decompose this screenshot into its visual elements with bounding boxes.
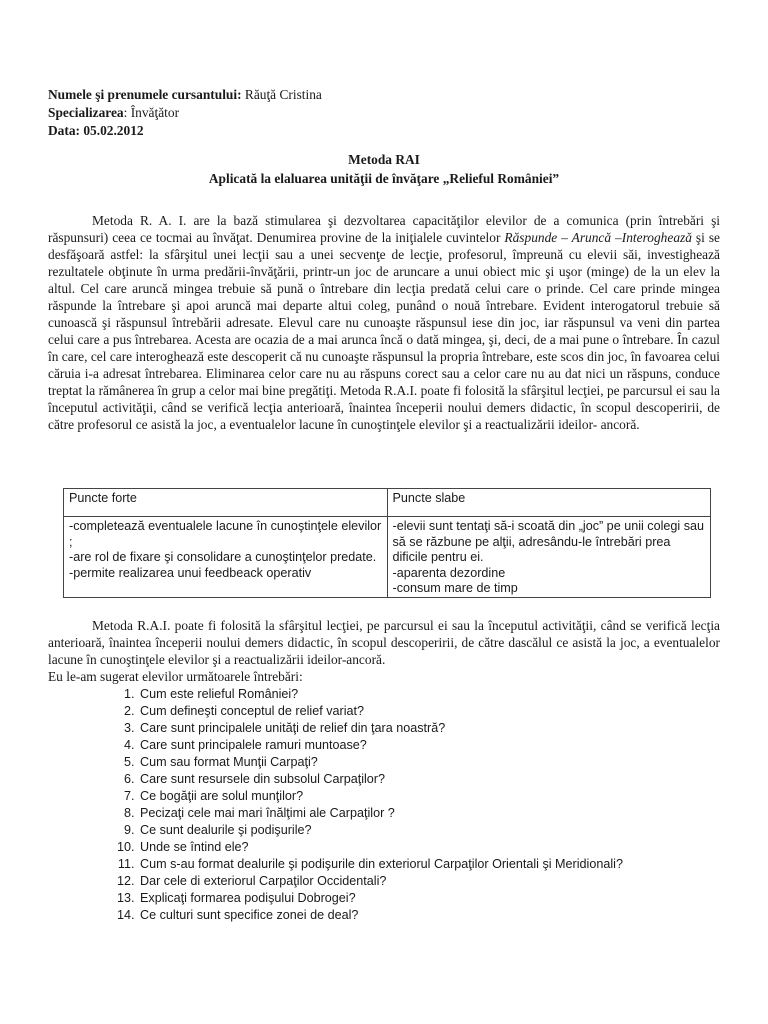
intro-text-end: şi se desfăşoară astfel: la sfârşitul unei lecţii sau a unei secvenţe de lecţie, profesorul, împreună cu elevii săi, investighează rezultatele obţinute în urma predării-învăţării, printr-un joc de aruncare a unui obiect mic şi uşor (minge) de la un elev la altul. Cel care aruncă mingea trebuie să pună o întrebare din lecţia predată celui care o prinde. Cel care prinde mingea răspunde la întrebare şi apoi aruncă mai departe altui coleg, punând o nouă întrebare. Evident interogatorul trebuie să cunoască şi răspunsul întrebării adresate. Elevul care nu cunoaşte răspunsul iese din joc, iar răspunsul va veni din partea celui care a pus întrebarea. Acesta are ocazia de a mai arunca încă o dată mingea, şi, deci, de a mai pune o întrebare. În cazul în care, cel care interoghează este descoperit că nu cunoaşte răspunsul la propria întrebare, este scos din joc, în favoarea celui căruia i-a adresat întrebarea. Eliminarea celor care nu au răspuns corect sau a celor care nu au dat nici un răspuns, conduce treptat la rămânerea în grup a celor mai bine pregătiţi. Metoda R.A.I. poate fi folosită la sfârşitul lecţiei, pe parcursul ei sau la începutul activităţii, când se verifică lecţia anterioară, înaintea începerii noului demers didactic, în scopul descoperirii, de către profesorul ce asistă la joc, a eventualelor lacune în cunoştinţele elevilor şi a reactualizării ideilor- ancoră. (48, 230, 720, 432)
list-item: 14. Ce culturi sunt specifice zonei de deal? (138, 907, 623, 924)
strengths-cell (64, 517, 388, 598)
weaknesses-cell (387, 517, 711, 598)
weaknesses-header: Puncte slabe (387, 489, 711, 517)
questions-lead: Eu le-am sugerat elevilor următoarele întrebări: (48, 669, 303, 684)
strengths-header: Puncte forte (64, 489, 388, 517)
intro-paragraph (48, 212, 720, 433)
list-item: 2. Cum defineşti conceptul de relief variat? (138, 703, 623, 720)
table-header-row (64, 489, 711, 517)
specialization-line (48, 104, 322, 122)
list-item: 10. Unde se întind ele? (138, 839, 623, 856)
intro-italic-terms: Răspunde – Aruncă –Interoghează (504, 230, 692, 245)
list-item: 6. Care sunt resursele din subsolul Carpaţilor? (138, 771, 623, 788)
list-item: 1. Cum este relieful României? (138, 686, 623, 703)
weakness-item: -aparenta dezordine (392, 565, 506, 580)
weakness-item: -elevii sunt tentaţi să-i scoată din „joc” pe unii colegi sau să se răzbune pe alţii, adresându-le întrebări prea dificile pentru ei. (392, 519, 705, 564)
document-title: Metoda RAI (348, 152, 420, 167)
specialization-value: : Învăţător (123, 105, 180, 120)
title-block (0, 151, 768, 189)
strengths-weaknesses-table (63, 488, 711, 598)
list-item: 13. Explicaţi formarea podişului Dobrogei? (138, 890, 623, 907)
weakness-item: -consum mare de timp (392, 581, 518, 595)
list-item: 4. Care sunt principalele ramuri muntoase? (138, 737, 623, 754)
list-item: 12. Dar cele di exteriorul Carpaţilor Occidentali? (138, 873, 623, 890)
second-paragraph: Metoda R.A.I. poate fi folosită la sfârşitul lecţiei, pe parcursul ei sau la începutul activităţii, când se verifică lecţia anterioară, înaintea începerii noului demers didactic, în scopul descoperirii, de către dascălul ce asistă la joc, a eventualelor lacune în cunoştinţele elevilor şi a reactualizării ideilor-ancoră. (48, 618, 720, 667)
list-item: 7. Ce bogăţii are solul munţilor? (138, 788, 623, 805)
document-subtitle: Aplicată la elaluarea unităţii de învăţare „Relieful României” (208, 171, 560, 186)
list-item: 3. Care sunt principalele unităţi de relief din ţara noastră? (138, 720, 623, 737)
strength-item: -are rol de fixare şi consolidare a cunoştinţelor predate. (69, 550, 377, 564)
name-value: Răuţă Cristina (241, 87, 322, 102)
specialization-label: Specializarea (48, 105, 124, 120)
date-line: Data: 05.02.2012 (48, 123, 144, 138)
name-label: Numele şi prenumele cursantului: (48, 87, 242, 102)
table-body-row (64, 517, 711, 598)
document-header (48, 86, 322, 140)
questions-list (114, 686, 623, 924)
strength-item: -completează eventualele lacune în cunoştinţele elevilor ; (69, 519, 382, 549)
list-item: 8. Pecizaţi cele mai mari înălţimi ale Carpaţilor ? (138, 805, 623, 822)
intro-text-start: Metoda R. A. I. are la bază stimularea şi dezvoltarea capacităţilor elevilor de a comunica (prin întrebări şi răspunsuri) ceea ce tocmai au învăţat. Denumirea provine de la iniţialele cuvintelor (48, 213, 720, 245)
list-item: 5. Cum sau format Munţii Carpaţi? (138, 754, 623, 771)
strength-item: -permite realizarea unui feedbeack operativ (69, 565, 312, 580)
list-item: 9. Ce sunt dealurile şi podişurile? (138, 822, 623, 839)
list-item: 11. Cum s-au format dealurile şi podişurile din exteriorul Carpaţilor Orientali şi Meridionali? (138, 856, 623, 873)
name-line (48, 86, 322, 104)
